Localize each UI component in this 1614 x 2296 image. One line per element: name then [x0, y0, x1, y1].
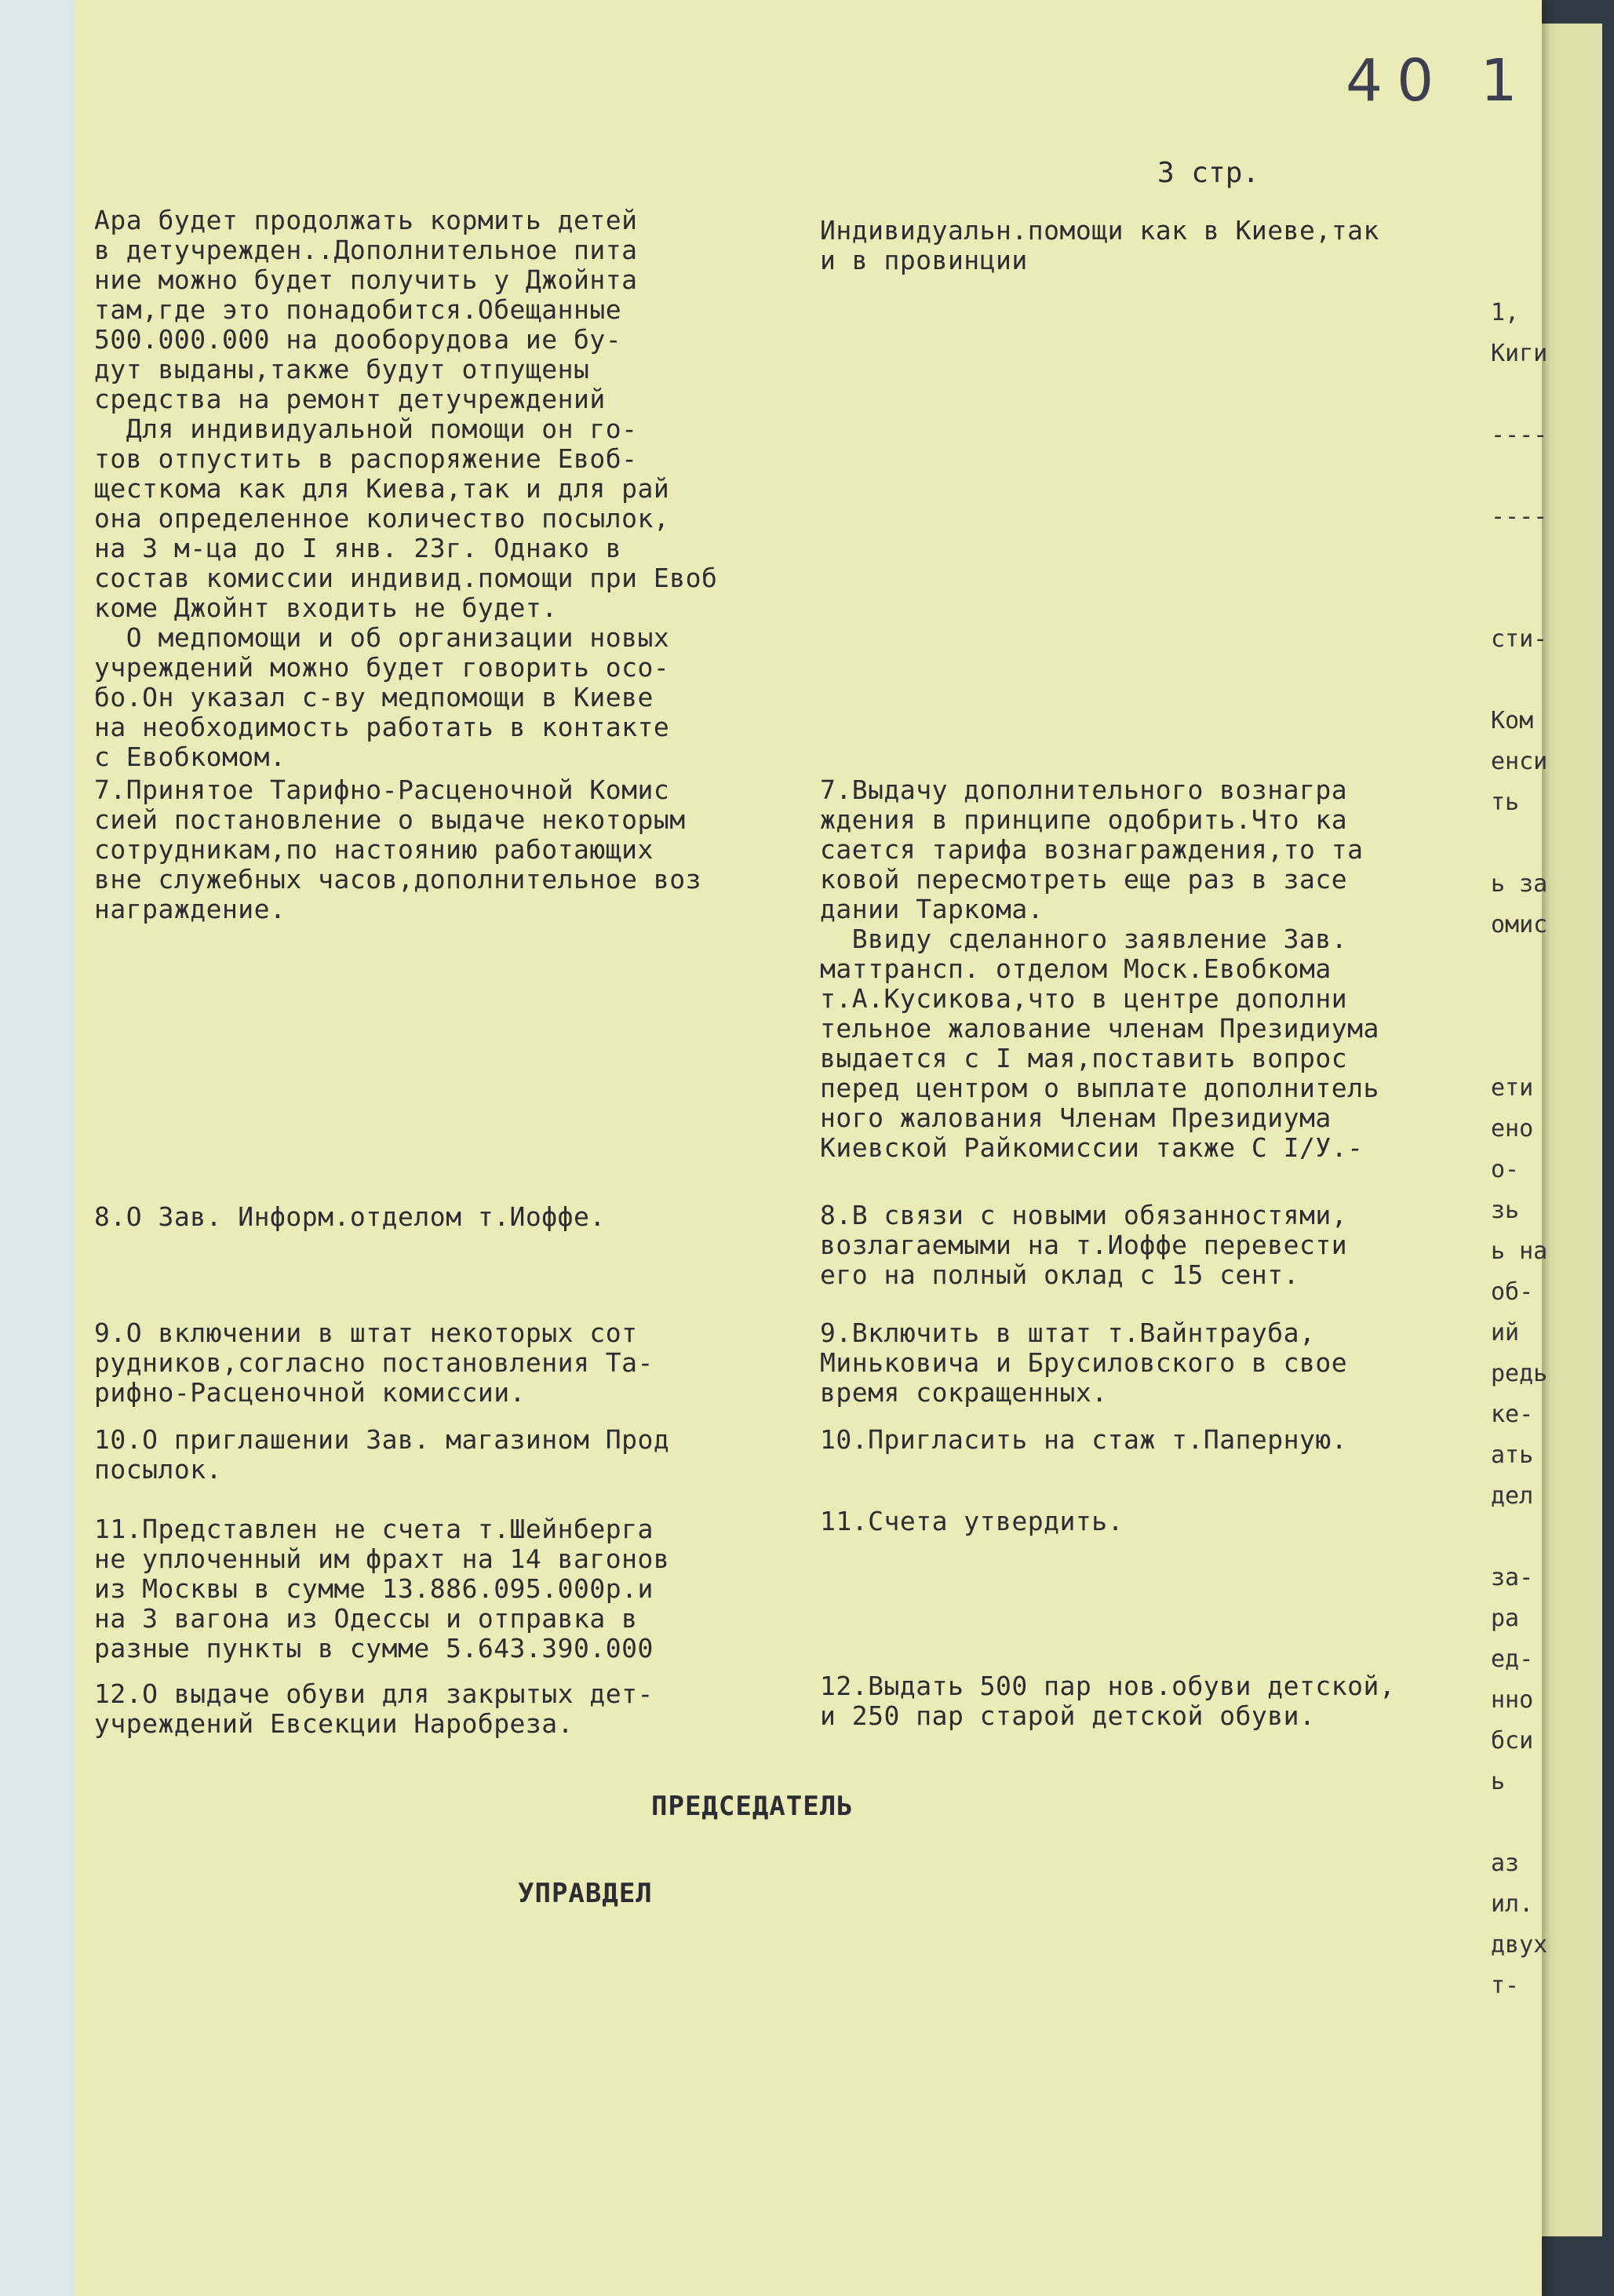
- right-block-item12: [820, 1671, 1395, 1731]
- typed-line: ние можно будет получить у Джойнта: [94, 264, 638, 295]
- typed-line: выдается с I мая,поставить вопрос: [820, 1043, 1348, 1073]
- typed-line: и 250 пар старой детской обуви.: [820, 1700, 1316, 1731]
- document-page: [75, 0, 1548, 2296]
- typed-line: 8.В связи с новыми обязанностями,: [820, 1200, 1348, 1230]
- edge-fragment: ено: [1491, 1115, 1534, 1143]
- typed-line: вне служебных часов,дополнительное воз: [94, 864, 701, 895]
- typed-line: на 3 м-ца до I янв. 23г. Однако в: [94, 533, 622, 563]
- typed-line: 500.000.000 на дооборудова ие бу-: [94, 324, 622, 355]
- edge-fragment: дел: [1491, 1482, 1534, 1510]
- edge-fragment: ь на: [1491, 1237, 1548, 1265]
- right-block-item8: [820, 1201, 1347, 1290]
- edge-fragment: енси: [1491, 748, 1548, 775]
- typed-line: Индивидуальн.помощи как в Киеве,так: [820, 215, 1379, 246]
- edge-fragment: ь за: [1491, 870, 1548, 898]
- archive-page-number: 40 1: [1346, 47, 1532, 115]
- right-block-item9: [820, 1318, 1347, 1408]
- left-block-item7: [94, 775, 701, 924]
- typed-line: она определенное количество посылок,: [94, 503, 670, 534]
- manager-signature-label: УПРАВДЕЛ: [518, 1878, 653, 1909]
- typed-line: 7.Выдачу дополнительного вознагра: [820, 774, 1348, 805]
- edge-fragment: ке-: [1491, 1401, 1534, 1428]
- left-block-item10: [94, 1425, 669, 1485]
- edge-fragment: ь: [1491, 1768, 1506, 1795]
- edge-fragment: аз: [1491, 1850, 1520, 1877]
- edge-fragment: редь: [1491, 1360, 1548, 1387]
- typed-line: 11.Счета утвердить.: [820, 1506, 1124, 1536]
- typed-line: учреждений Евсекции Наробреза.: [94, 1708, 574, 1739]
- typed-line: Ара будет продолжать кормить детей: [94, 205, 638, 235]
- typed-line: перед центром о выплате дополнитель: [820, 1073, 1379, 1103]
- typed-line: маттрансп. отделом Моск.Евобкома: [820, 953, 1332, 984]
- typed-line: сается тарифа вознаграждения,то та: [820, 834, 1364, 865]
- right-block-item11: [820, 1507, 1124, 1536]
- edge-fragment: бси: [1491, 1727, 1534, 1755]
- typed-line: О медпомощи и об организации новых: [94, 622, 670, 653]
- chairman-signature-label: ПРЕДСЕДАТЕЛЬ: [651, 1791, 854, 1822]
- edge-fragment: ----: [1491, 503, 1548, 530]
- edge-fragment: Ком: [1491, 707, 1534, 734]
- typed-line: награждение.: [94, 894, 286, 924]
- typed-line: из Москвы в сумме 13.886.095.000р.и: [94, 1573, 654, 1604]
- left-block-ara: [94, 206, 717, 772]
- edge-fragment: омис: [1491, 911, 1548, 938]
- typed-line: 9.Включить в штат т.Вайнтрауба,: [820, 1317, 1316, 1348]
- edge-fragment: ----: [1491, 421, 1548, 449]
- edge-fragment: 1,: [1491, 299, 1520, 326]
- typed-line: бо.Он указал с-ву медпомощи в Киеве: [94, 682, 654, 712]
- typed-line: щесткома как для Киева,так и для рай: [94, 473, 670, 504]
- edge-fragment: ра: [1491, 1605, 1520, 1632]
- typed-line: Ввиду сделанного заявление Зав.: [820, 924, 1348, 954]
- edge-fragment: ил.: [1491, 1890, 1534, 1918]
- typed-line: 11.Представлен не счета т.Шейнберга: [94, 1514, 654, 1544]
- typed-line: ковой пересмотреть еще раз в засе: [820, 864, 1348, 895]
- edge-fragment: сти-: [1491, 625, 1548, 653]
- typed-line: разные пункты в сумме 5.643.390.000: [94, 1633, 654, 1664]
- left-block-item12: [94, 1679, 654, 1739]
- typed-line: ждения в принципе одобрить.Что ка: [820, 804, 1348, 835]
- typed-line: 8.О Зав. Информ.отделом т.Иоффе.: [94, 1201, 606, 1232]
- left-block-item8: [94, 1202, 606, 1232]
- typed-line: с Евобкомом.: [94, 742, 286, 772]
- left-block-item11: [94, 1514, 669, 1664]
- typed-line: ного жалования Членам Президиума: [820, 1102, 1332, 1133]
- typed-line: Для индивидуальной помощи он го-: [94, 414, 638, 444]
- typed-line: т.А.Кусикова,что в центре дополни: [820, 983, 1348, 1014]
- typed-line: 9.О включении в штат некоторых сот: [94, 1317, 638, 1348]
- right-block-item7: [820, 775, 1379, 1163]
- edge-fragment: Киги: [1491, 340, 1548, 367]
- typed-line: его на полный оклад с 15 сент.: [820, 1259, 1300, 1290]
- typed-line: тов отпустить в распоряжение Евоб-: [94, 443, 638, 474]
- typed-line: на 3 вагона из Одессы и отправка в: [94, 1603, 638, 1634]
- typed-line: средства на ремонт детучреждений: [94, 384, 606, 414]
- edge-fragment: о-: [1491, 1156, 1520, 1183]
- typed-line: 12.Выдать 500 пар нов.обуви детской,: [820, 1671, 1396, 1701]
- typed-line: время сокращенных.: [820, 1377, 1108, 1408]
- edge-fragment: об-: [1491, 1278, 1534, 1306]
- adjacent-sheet-strip: [0, 0, 77, 2296]
- edge-fragment: двух: [1491, 1931, 1548, 1959]
- edge-fragment: т-: [1491, 1972, 1520, 1999]
- typed-line: учреждений можно будет говорить осо-: [94, 652, 670, 683]
- typed-line: состав комиссии индивид.помощи при Евоб: [94, 563, 718, 593]
- left-block-item9: [94, 1318, 654, 1408]
- typed-line: в детучрежден..Дополнительное пита: [94, 235, 638, 265]
- typed-line: 10.Пригласить на стаж т.Паперную.: [820, 1424, 1348, 1455]
- edge-fragment: зь: [1491, 1197, 1520, 1224]
- edge-fragment: за-: [1491, 1564, 1534, 1591]
- typed-line: сией постановление о выдаче некоторым: [94, 804, 686, 835]
- right-block-item10: [820, 1425, 1347, 1455]
- typed-line: дании Таркома.: [820, 894, 1044, 924]
- edge-fragment: ать: [1491, 1441, 1534, 1469]
- typed-line: тельное жалование членам Президиума: [820, 1013, 1379, 1044]
- edge-fragment: ть: [1491, 789, 1520, 816]
- typed-line: там,где это понадобится.Обещанные: [94, 294, 622, 325]
- edge-fragment: ий: [1491, 1319, 1520, 1347]
- edge-fragment: ед-: [1491, 1645, 1534, 1673]
- edge-fragment: ети: [1491, 1074, 1534, 1102]
- typed-line: сотрудникам,по настоянию работающих: [94, 834, 654, 865]
- typed-line: Киевской Райкомиссии также С I/У.-: [820, 1132, 1364, 1163]
- typed-line: 12.О выдаче обуви для закрытых дет-: [94, 1678, 654, 1709]
- typed-line: коме Джойнт входить не будет.: [94, 592, 558, 623]
- right-block-ara: [820, 216, 1379, 275]
- page-label: 3 стр.: [1157, 157, 1260, 189]
- typed-line: рифно-Расценочной комиссии.: [94, 1377, 526, 1408]
- typed-line: и в провинции: [820, 245, 1028, 275]
- typed-line: дут выданы,также будут отпущены: [94, 354, 590, 384]
- typed-line: рудников,согласно постановления Та-: [94, 1347, 654, 1378]
- typed-line: 10.О приглашении Зав. магазином Прод: [94, 1424, 670, 1455]
- typed-line: не уплоченный им фрахт на 14 вагонов: [94, 1543, 670, 1574]
- typed-line: 7.Принятое Тарифно-Расценочной Комис: [94, 774, 670, 805]
- edge-fragment: нно: [1491, 1686, 1534, 1714]
- typed-line: Миньковича и Брусиловского в свое: [820, 1347, 1348, 1378]
- typed-line: возлагаемыми на т.Иоффе перевести: [820, 1230, 1348, 1260]
- typed-line: на необходимость работать в контакте: [94, 712, 670, 742]
- typed-line: посылок.: [94, 1454, 222, 1485]
